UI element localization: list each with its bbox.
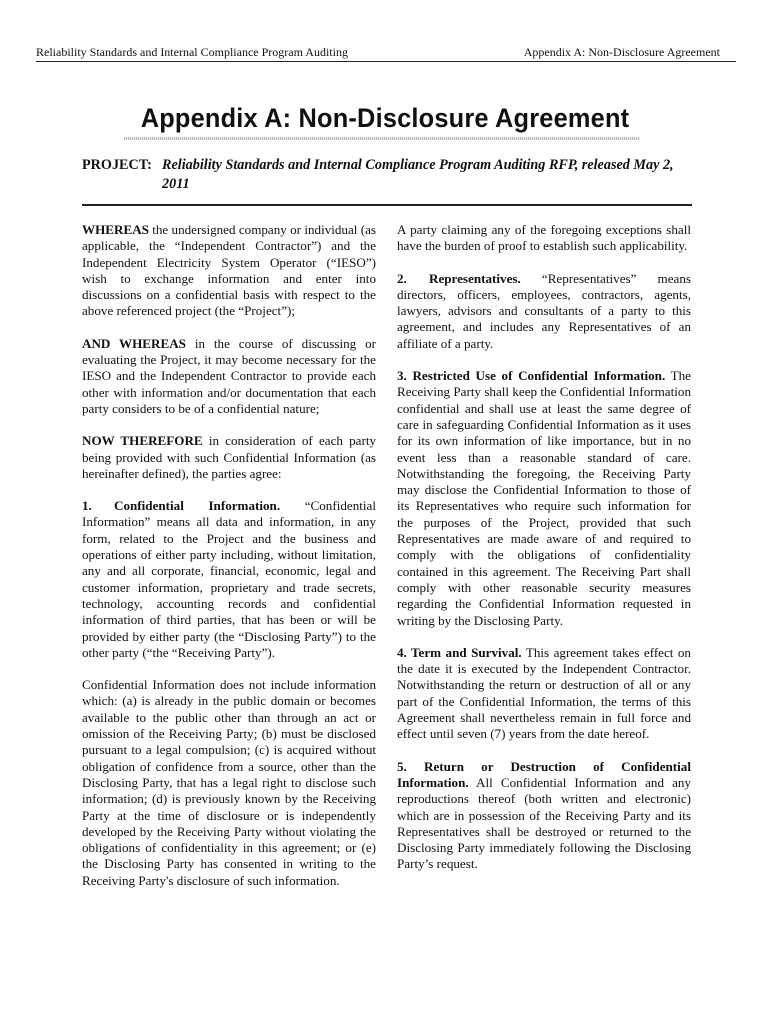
now-therefore-text: in consideration of each party being provided with such Confidential Information (as hereinafter defined), the parties agree: — [82, 433, 377, 481]
left-column — [82, 222, 376, 905]
whereas-paragraph — [82, 222, 376, 320]
section-5-paragraph — [397, 759, 691, 873]
and-whereas-lead: AND WHEREAS — [82, 335, 186, 351]
running-header — [36, 44, 736, 62]
section-2-heading: Representatives. — [429, 270, 521, 286]
now-therefore-lead: NOW THEREFORE — [82, 433, 203, 449]
section-5-heading: 5. Return or Destruction of Confidential Information. — [397, 758, 691, 790]
section-2-paragraph — [397, 271, 691, 352]
section-1-text: “Confidential Information” means all data and information, in any form, related to the Project and the business and operations of either party including, without limitation, any and all corporate, financial, economic, legal and customer information, proprietary and trade secrets, technology, accounting records and confidential information of third parties, that has been or will be provided by either party (the “Disclosing Party”) to the other party (“the “Receiving Party”). — [82, 498, 376, 660]
section-4-text: This agreement takes effect on the date it is executed by the Independent Contractor. Notwithstanding the return or destruction of all or any part of the Confidential Information, the terms of this Agreement shall nevertheless remain in full force and effect until seven (7) years from the date hereof. — [397, 644, 691, 742]
section-1-paragraph — [82, 498, 376, 661]
whereas-text: the undersigned company or individual (as applicable, the “Independent Contractor”) and the Independent Electricity System Operator (“IESO”) wish to exchange information and enter into discussions on a confidential basis with respect to the above referenced project (the “Project”); — [82, 222, 376, 319]
title-underline — [124, 137, 640, 140]
project-text: Reliability Standards and Internal Compliance Program Auditing RFP, released May 2, 2011 — [162, 157, 674, 192]
and-whereas-paragraph — [82, 336, 376, 417]
section-2-number: 2. — [397, 270, 407, 286]
section-4-paragraph — [397, 645, 691, 743]
section-3-paragraph — [397, 368, 691, 629]
project-label: PROJECT: — [82, 157, 152, 173]
section-1-heading: Confidential Information. — [114, 498, 281, 514]
header-left-text: Reliability Standards and Internal Compliance Program Auditing — [36, 45, 348, 59]
right-column — [397, 222, 691, 889]
section-5-text: All Confidential Information and any reproductions thereof (both written and electronic) which are in possession of the Receiving Party and its Representatives shall be destroyed or returned to the Disclosing Party immediately following the Disclosing Party’s request. — [397, 774, 691, 872]
burden-paragraph: A party claiming any of the foregoing exceptions shall have the burden of proof to establish such applicability. — [397, 222, 691, 254]
now-therefore-paragraph — [82, 433, 376, 482]
section-4-heading: 4. Term and Survival. — [397, 644, 522, 660]
page-title: Appendix A: Non-Disclosure Agreement — [140, 103, 630, 133]
section-3-heading: 3. Restricted Use of Confidential Information. — [397, 368, 666, 384]
and-whereas-text: in the course of discussing or evaluating the Project, it may become necessary for the IESO and the Independent Contractor to provide each other with information and/or documentation that each party considers to be of a confidential nature; — [82, 335, 377, 416]
section-1-number: 1. — [82, 498, 92, 514]
header-right-text: Appendix A: Non-Disclosure Agreement — [523, 45, 720, 59]
section-2-text: “Representatives” means directors, officers, employees, contractors, agents, lawyers, advisors and consultants of a party to this agreement, and includes any Representatives of an affiliate of a party. — [397, 270, 691, 351]
project-divider — [82, 204, 692, 206]
whereas-lead: WHEREAS — [82, 222, 149, 237]
exclusions-paragraph: Confidential Information does not include information which: (a) is already in the public domain or becomes available to the public other than through an act or omission of the Receiving Party; (b) must be disclosed pursuant to a legal compulsion; (c) is acquired without obligation of confidence from a source, other than the Disclosing Party, that has a legal right to disclose such information; (d) is previously known by the Receiving Party at the time of disclosure or is independently developed by the Receiving Party without violating the obligations of confidentiality in this agreement; or (e) the Disclosing Party has consented in writing to the Receiving Party's disclosure of such information. — [82, 677, 376, 888]
section-3-text: The Receiving Party shall keep the Confidential Information confidential and shall use at least the same degree of care in safeguarding Confidential Information as it uses for its own information of like importance, but in no event less than a reasonable standard of care. Notwithstanding the foregoing, the Receiving Party may disclose the Confidential Information to those of its Representatives who require such information for the purposes of the Project, provided that such Representatives are made aware of and required to comply with the obligations of confidentiality contained in this agreement. The Receiving Part shall comply with other reasonable security measures regarding the Confidential Information requested in writing by the Disclosing Party. — [397, 368, 691, 628]
